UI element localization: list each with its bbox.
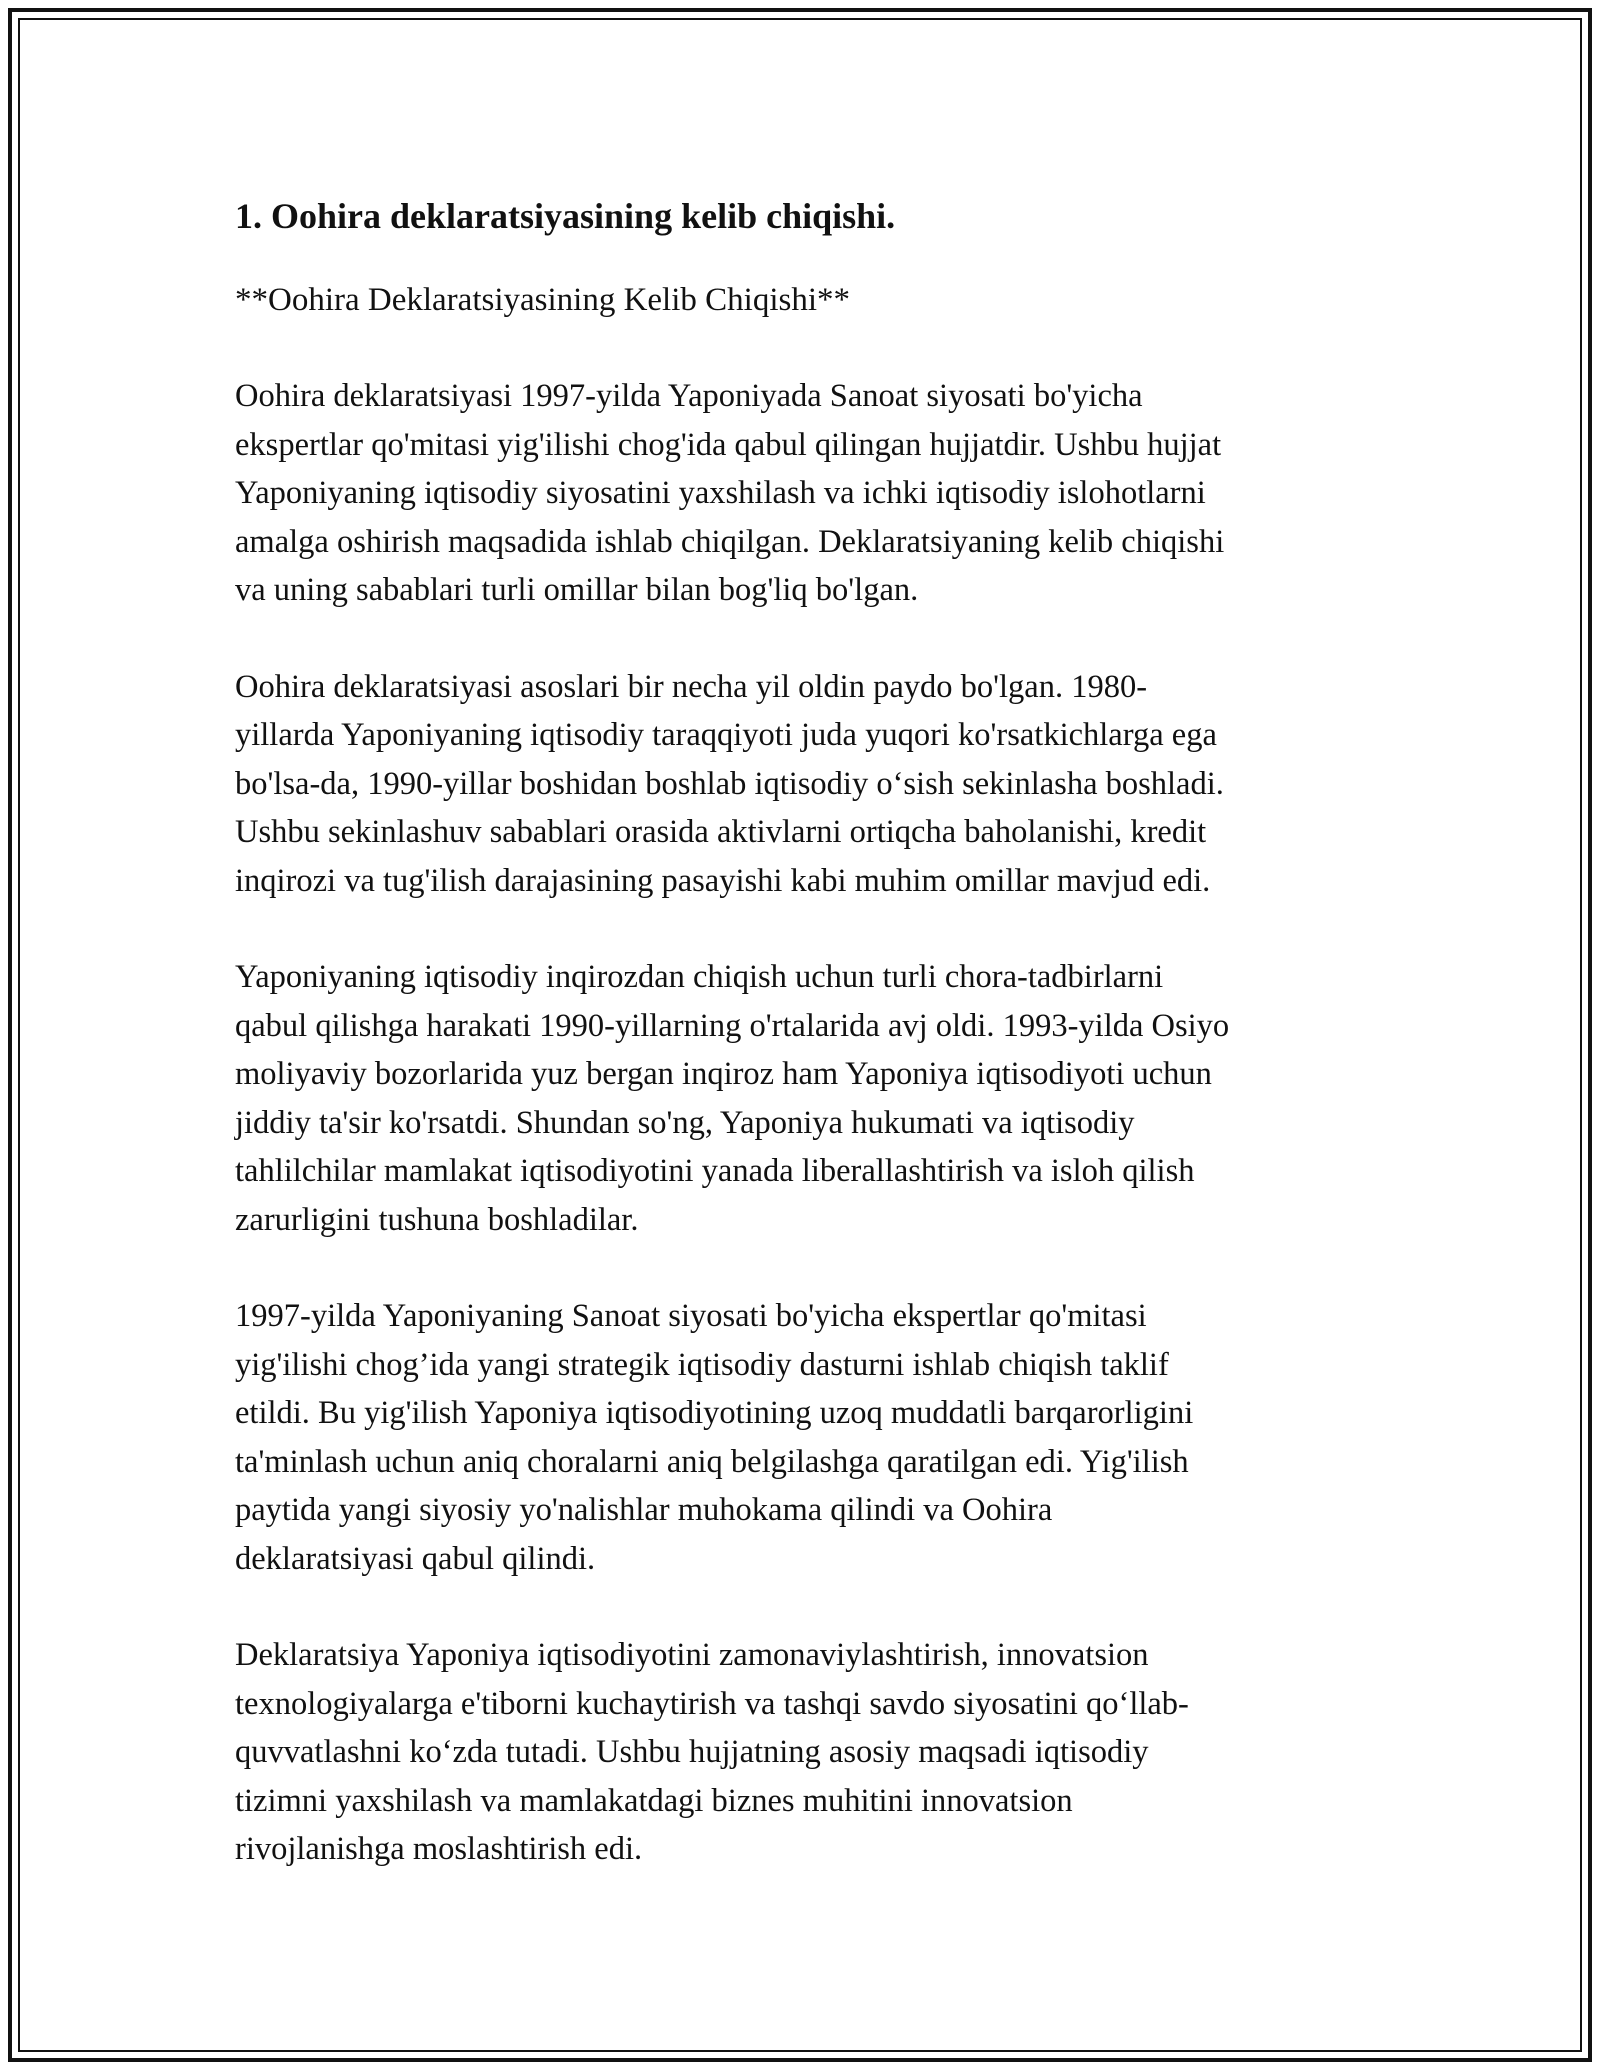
- document-body: [235, 190, 1365, 1922]
- section-subheading: **Oohira Deklaratsiyasining Kelib Chiqishi**: [235, 282, 850, 318]
- paragraph-1: Oohira deklaratsiyasi 1997-yilda Yaponiyada Sanoat siyosati bo'yicha ekspertlar qo'mitasi yig'ilishi chog'ida qabul qilingan hujjatdir. Ushbu hujjat Yaponiyaning iqtisodiy siyosatini yaxshilash va ichki iqtisodiy islohotlarni amalga oshirish maqsadida ishlab chiqilgan. Deklaratsiyaning kelib chiqishi va uning sabablari turli omillar bilan bog'liq bo'lgan.: [235, 378, 1225, 608]
- paragraph-4: 1997-yilda Yaponiyaning Sanoat siyosati bo'yicha ekspertlar qo'mitasi yig'ilishi chog’ida yangi strategik iqtisodiy dasturni ishlab chiqish taklif etildi. Bu yig'ilish Yaponiya iqtisodiyotining uzoq muddatli barqarorligini ta'minlash uchun aniq choralarni aniq belgilashga qaratilgan edi. Yig'ilish paytida yangi siyosiy yo'nalishlar muhokama qilindi va Oohira deklaratsiyasi qabul qilindi.: [235, 1298, 1194, 1577]
- paragraph-2: Oohira deklaratsiyasi asoslari bir necha yil oldin paydo bo'lgan. 1980- yillarda Yaponiyaning iqtisodiy taraqqiyoti juda yuqori ko'rsatkichlarga ega bo'lsa-da, 1990-yillar boshidan boshlab iqtisodiy o‘sish sekinlasha boshladi. Ushbu sekinlashuv sabablari orasida aktivlarni ortiqcha baholanishi, kredit inqirozi va tug'ilish darajasining pasayishi kabi muhim omillar mavjud edi.: [235, 668, 1224, 899]
- section-heading: 1. Oohira deklaratsiyasining kelib chiqishi.: [235, 196, 896, 236]
- paragraph-3: Yaponiyaning iqtisodiy inqirozdan chiqish uchun turli chora-tadbirlarni qabul qilishga harakati 1990-yillarning o'rtalarida avj oldi. 1993-yilda Osiyo moliyaviy bozorlarida yuz bergan inqiroz ham Yaponiya iqtisodiyoti uchun jiddiy ta'sir ko'rsatdi. Shundan so'ng, Yaponiya hukumati va iqtisodiy tahlilchilar mamlakat iqtisodiyotini yanada liberallashtirish va isloh qilish zarurligini tushuna boshladilar.: [235, 959, 1230, 1238]
- paragraph-5: Deklaratsiya Yaponiya iqtisodiyotini zamonaviylashtirish, innovatsion texnologiyalarga e'tiborni kuchaytirish va tashqi savdo siyosatini qo‘llab- quvvatlashni ko‘zda tutadi. Ushbu hujjatning asosiy maqsadi iqtisodiy tizimni yaxshilash va mamlakatdagi biznes muhitini innovatsion rivojlanishga moslashtirish edi.: [235, 1637, 1189, 1867]
